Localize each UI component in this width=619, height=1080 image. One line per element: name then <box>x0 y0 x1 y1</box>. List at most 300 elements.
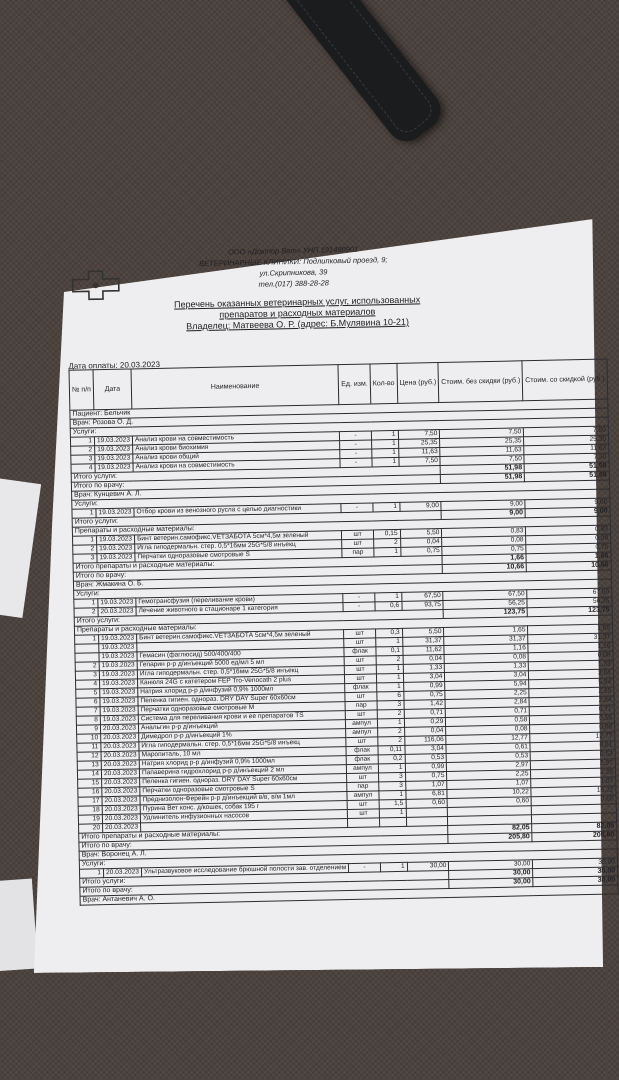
cell-unit: флак <box>346 746 378 756</box>
doctor-total-row-discount: 30,00 <box>533 876 618 887</box>
cell-discount: 7,50 <box>524 453 609 464</box>
cell-discount: 0,61 <box>530 741 615 752</box>
cell-qty: 1 <box>379 790 406 800</box>
services-total-row-cost: 30,00 <box>449 869 533 880</box>
doctor-total-row-label: Итого по врачу: <box>79 834 449 851</box>
cell-cost: 7,50 <box>440 428 524 439</box>
doctor-total-row-discount: 205,80 <box>532 831 617 842</box>
cell-name: Ультразвуковое исследование брюшной полости зав. отделением <box>141 864 348 877</box>
services-total-row-discount: 30,00 <box>533 867 618 878</box>
cell-cost: 1,33 <box>445 662 529 673</box>
cell-date: 19.03.2023 <box>98 598 136 608</box>
cell-cost: 11,63 <box>440 446 524 457</box>
cell-name: Маропиталь, 10 мл <box>139 747 346 760</box>
cell-name: Игла гиподермальн. стер. 0,5*16мм 25G*5/8 инъекц <box>139 738 346 751</box>
cell-unit: ампул <box>347 791 379 801</box>
cell-name: Система для переливания крови и ее препаратов TS <box>138 711 345 724</box>
col-date: Дата <box>93 369 132 410</box>
cell-name: Пурина Вет конс. д/кошек, собак 195 г <box>140 801 347 814</box>
cell-unit: ампул <box>346 719 378 729</box>
cell-price: 0,04 <box>400 538 442 548</box>
doctor-total-row-cost: 10,66 <box>443 563 527 574</box>
cell-name: Перчатки одноразовые смотровые S <box>135 549 342 562</box>
cell-price: 3,04 <box>405 744 447 754</box>
cell-unit: флак <box>344 647 376 657</box>
cell-discount: 0,60 <box>531 795 616 806</box>
cell-num: 4 <box>71 464 95 474</box>
col-num: № п/п <box>69 370 94 410</box>
cell-unit: шт <box>347 773 379 783</box>
cell-date: 20.03.2023 <box>101 733 139 743</box>
cell-date: 20.03.2023 <box>103 823 141 833</box>
cell-cost: 0,60 <box>447 797 531 808</box>
cell-price: 0,75 <box>400 547 442 557</box>
cell-num: 1 <box>74 599 98 609</box>
cell-num: 9 <box>76 725 100 735</box>
cell-unit: пар <box>347 782 379 792</box>
cell-num: 20 <box>79 824 103 834</box>
cell-date: 19.03.2023 <box>96 535 134 545</box>
cell-cost: 2,97 <box>447 761 531 772</box>
cell-num: 8 <box>76 716 100 726</box>
cell-cost: 3,04 <box>445 671 529 682</box>
services-total-row-label: Итого услуги: <box>72 511 442 528</box>
cell-name: Анализ крови биохимия <box>133 441 340 454</box>
cell-name: Гепарин р-р д/инъекций 5000 ед/мл 5 мл <box>137 657 344 670</box>
cell-cost: 7,50 <box>440 455 524 466</box>
cell-cost: 25,35 <box>440 437 524 448</box>
cell-num: 18 <box>78 806 102 816</box>
cell-cost: 0,53 <box>447 752 531 763</box>
doctor-total-row-discount: 51,98 <box>525 471 610 482</box>
cell-num: 1 <box>72 509 96 519</box>
doctor-total-row-label: Итого по врачу: <box>80 879 450 896</box>
cell-qty: 1 <box>375 592 402 602</box>
materials-total-row-discount: 1,66 <box>526 552 611 563</box>
cell-qty: 1 <box>371 439 398 449</box>
cell-cost: 0,83 <box>442 527 526 538</box>
cell-discount: 67,50 <box>527 588 612 599</box>
cell-qty: 6 <box>377 691 404 701</box>
cell-qty: 2 <box>373 538 400 548</box>
cell-discount: 10,22 <box>531 786 616 797</box>
cell-date: 19.03.2023 <box>99 634 137 644</box>
doctor-row-label: Врач: Жмакина О. Б. <box>73 570 611 590</box>
cell-price: 7,50 <box>398 430 440 440</box>
services-total-row-label: Итого услуги: <box>80 870 450 887</box>
cell-date: 20.03.2023 <box>103 868 141 878</box>
doctor-row-label: Врач: Кунцевич А. Л. <box>72 480 610 500</box>
cell-date: 19.03.2023 <box>95 463 133 473</box>
cell-date: 19.03.2023 <box>95 454 133 464</box>
cell-date: 20.03.2023 <box>101 751 139 761</box>
cell-price: 1,42 <box>404 699 446 709</box>
doctor-row-label: Врач: Воронец А. Л. <box>79 840 617 860</box>
cell-unit: ампул <box>347 764 379 774</box>
cell-name: Пеленка гигиен. однораз. DRY DAY Super 60х60см <box>138 693 345 706</box>
cell-cost: 0,71 <box>446 707 530 718</box>
document-title <box>137 294 458 334</box>
cell-num: 7 <box>76 707 100 717</box>
cell-name: Бинт ветерин.самофикс.VETЗАБОТА 5см*4,5м зеленый <box>137 630 344 643</box>
cell-num: 12 <box>77 752 101 762</box>
cell-price: 25,35 <box>398 439 440 449</box>
cell-date: 20.03.2023 <box>100 724 138 734</box>
materials-label-row-label: Препараты и расходные материалы: <box>72 516 610 536</box>
cell-num: 17 <box>78 797 102 807</box>
cell-cost: 2,84 <box>445 698 529 709</box>
cell-qty: 2 <box>377 709 404 719</box>
cell-discount: 0,58 <box>530 714 615 725</box>
cell-date: 20.03.2023 <box>101 769 139 779</box>
cell-cost: 0,75 <box>442 545 526 556</box>
cell-price: 31,37 <box>402 636 444 646</box>
cell-num: 1 <box>75 635 99 645</box>
cell-discount: 3,04 <box>529 669 614 680</box>
doctor-total-row-label: Итого по врачу: <box>71 475 441 492</box>
cell-num: 5 <box>76 689 100 699</box>
cell-price: 0,53 <box>405 753 447 763</box>
cell-price: 0,99 <box>405 762 447 772</box>
cell-qty: 0,11 <box>378 745 405 755</box>
cell-discount: 2,84 <box>529 696 614 707</box>
cell-cost: 0,58 <box>446 716 530 727</box>
cell-date: 20.03.2023 <box>98 607 136 617</box>
cell-unit: ампул <box>346 728 378 738</box>
col-cost: Стоим. без скидки (руб.) <box>438 361 523 403</box>
cell-num: 3 <box>75 671 99 681</box>
cell-date: 20.03.2023 <box>102 778 140 788</box>
materials-label-row-label: Препараты и расходные материалы: <box>74 615 612 635</box>
services-total-row-label: Итого услуги: <box>74 610 444 627</box>
doctor-total-row-label: Итого по врачу: <box>73 565 443 582</box>
cell-qty: 0,3 <box>375 628 402 638</box>
cell-name: Игла гиподермальн. стер. 0,5*16мм 25G*5/8 инъекц <box>135 540 342 553</box>
cell-qty: 1 <box>376 682 403 692</box>
col-discount: Стоим. со скидкой (руб.) <box>522 359 607 401</box>
cell-cost: 0,08 <box>442 536 526 547</box>
cell-date: 19.03.2023 <box>100 697 138 707</box>
services-total-row-discount: 123,75 <box>528 606 613 617</box>
payment-date: Дата оплаты: 20.03.2023 <box>68 359 161 371</box>
clinic-phone: тел.(017) 388-28-28 <box>258 278 329 289</box>
cell-price: 5,50 <box>402 628 444 638</box>
services-label-row-label: Услуги: <box>74 579 612 599</box>
cell-qty: 0,15 <box>373 529 400 539</box>
cell-unit: - <box>340 431 372 441</box>
doctor-total-row-cost: 205,80 <box>448 833 532 844</box>
cell-discount: 31,37 <box>528 633 613 644</box>
cell-name: Лечение животного в стационаре 1 категория <box>136 603 343 616</box>
cell-num: 16 <box>78 788 102 798</box>
cell-cost: 30,00 <box>449 860 533 871</box>
col-unit: Ед. изм. <box>338 364 370 405</box>
cell-date: 19.03.2023 <box>95 445 133 455</box>
cell-unit: шт <box>346 710 378 720</box>
cell-discount: 0,08 <box>528 651 613 662</box>
cell-date: 20.03.2023 <box>101 760 139 770</box>
col-qty: Кол-во <box>370 363 398 404</box>
cell-unit: шт <box>344 656 376 666</box>
doctor-row-label: Врач: Антаневич А. О. <box>80 885 618 905</box>
cell-name: Отбор крови из венозного русла с целью диагностики <box>134 504 341 517</box>
cell-name: Анальгин р-р д/инъекций <box>138 720 345 733</box>
cell-discount: 1,16 <box>528 642 613 653</box>
black-strap <box>255 0 448 149</box>
cell-price: 1,07 <box>405 780 447 790</box>
cell-qty: 1 <box>376 673 403 683</box>
materials-total-row-cost: 1,66 <box>442 554 526 565</box>
cell-qty: 2 <box>377 727 404 737</box>
clinic-logo-icon <box>68 267 129 304</box>
cell-price: 7,50 <box>399 457 441 467</box>
cell-num: 1 <box>70 437 94 447</box>
cell-price: 11,62 <box>402 645 444 655</box>
cell-unit: шт <box>344 638 376 648</box>
cell-qty: 0,2 <box>378 754 405 764</box>
cell-price: 3,04 <box>403 672 445 682</box>
clinic-line1: ООО «Доктор Вет» УНП 191490901 <box>227 244 359 257</box>
cell-date: 19.03.2023 <box>100 715 138 725</box>
cell-price: 11,63 <box>398 448 440 458</box>
cell-qty: 3 <box>377 700 404 710</box>
cell-name: Канюля 24G с катетером FEP Tro-Venocath 2 plus <box>138 675 345 688</box>
cell-num: 2 <box>74 608 98 618</box>
services-total-row-cost: 9,00 <box>441 509 525 520</box>
cell-num: 13 <box>77 761 101 771</box>
cell-name: Бинт ветерин.самофикс.VETЗАБОТА 5см*4,5м зеленый <box>134 531 341 544</box>
cell-num: 15 <box>78 779 102 789</box>
cell-num: 6 <box>76 698 100 708</box>
cell-discount: 0,83 <box>526 525 611 536</box>
cell-price: 0,60 <box>406 798 448 808</box>
cell-unit: шт <box>345 665 377 675</box>
cell-name: Анализ крови общий <box>133 450 340 463</box>
cell-name: Натрия хлорид р-р д/инфузий 0,9% 1000мл <box>139 756 346 769</box>
cell-date: 19.03.2023 <box>99 679 137 689</box>
cell-discount: 0,08 <box>530 723 615 734</box>
cell-qty: 1 <box>374 547 401 557</box>
cell-unit: шт <box>342 539 374 549</box>
cell-date: 19.03.2023 <box>100 688 138 698</box>
clinic-line3: ул.Скрипникова, 39 <box>259 267 328 278</box>
cell-unit: шт <box>345 692 377 702</box>
col-name: Наименование <box>131 365 339 409</box>
cell-price: 0,75 <box>403 690 445 700</box>
cell-unit: шт <box>344 629 376 639</box>
cell-num: 19 <box>78 815 102 825</box>
cell-name: Гемотрансфузия (переливание крови) <box>136 594 343 607</box>
cell-num: 2 <box>71 446 95 456</box>
cell-cost: 67,50 <box>443 590 527 601</box>
cell-cost: 9,00 <box>441 500 525 511</box>
cell-unit: - <box>349 863 381 873</box>
cell-num: 14 <box>77 770 101 780</box>
cell-unit: пар <box>345 701 377 711</box>
title-line2: препаратов и расходных материалов <box>219 306 376 320</box>
cell-qty: 3 <box>379 781 406 791</box>
cell-date: 20.03.2023 <box>102 805 140 815</box>
cell-price: 93,75 <box>402 601 444 611</box>
table-body <box>70 399 618 905</box>
cell-cost: 5,94 <box>445 680 529 691</box>
cell-unit: - <box>343 593 375 603</box>
cell-discount: 9,00 <box>525 498 610 509</box>
cell-num: 1 <box>79 869 103 879</box>
cell-date: 19.03.2023 <box>99 643 137 653</box>
services-total-row-label: Итого услуги: <box>71 466 441 483</box>
cell-name: Удлинитель инфузионных насосов <box>140 810 347 823</box>
cell-cost: 2,25 <box>445 689 529 700</box>
cell-unit: флак <box>345 683 377 693</box>
cell-price: 116,06 <box>404 735 446 745</box>
cell-date: 20.03.2023 <box>102 796 140 806</box>
cell-discount: 12,77 <box>530 732 615 743</box>
cell-price: 0,71 <box>404 708 446 718</box>
cell-date: 19.03.2023 <box>100 706 138 716</box>
paper-fragment-left <box>0 477 41 618</box>
cell-num: 3 <box>71 455 95 465</box>
cell-date: 19.03.2023 <box>97 544 135 554</box>
cell-discount: 2,25 <box>531 768 616 779</box>
cell-qty: 1 <box>378 763 405 773</box>
cell-unit: - <box>343 602 375 612</box>
cell-qty: 0,6 <box>375 601 402 611</box>
doctor-total-row-cost: 30,00 <box>449 878 533 889</box>
services-label-row-label: Услуги: <box>79 849 617 869</box>
cell-discount: 2,25 <box>529 687 614 698</box>
cell-name: Игла гиподермальн. стер. 0,5*16мм 25G*5/8 инъекц <box>137 666 344 679</box>
doctor-total-row-discount: 10,66 <box>527 561 612 572</box>
cell-unit: шт <box>345 674 377 684</box>
patient-label: Пациент: Бельчик <box>70 399 608 419</box>
cell-date: 19.03.2023 <box>99 652 137 662</box>
materials-total-row-label: Итого препараты и расходные материалы: <box>73 556 443 573</box>
cell-name: Анализ крови на совместимость <box>133 459 340 472</box>
cell-price: 0,04 <box>403 654 445 664</box>
cell-date: 20.03.2023 <box>101 742 139 752</box>
cell-cost: 0,08 <box>446 725 530 736</box>
cell-discount: 56,25 <box>527 597 612 608</box>
cell-discount: 1,33 <box>529 660 614 671</box>
cell-qty: 1 <box>380 862 407 872</box>
cell-price: 0,29 <box>404 717 446 727</box>
cell-name: Преднизолон-Ферейн р-р д/инъекций в/в, в/м 1мл <box>140 792 347 805</box>
cell-unit: - <box>340 458 372 468</box>
clinic-header <box>148 242 439 292</box>
cell-cost: 10,22 <box>447 788 531 799</box>
cell-price: 1,33 <box>403 663 445 673</box>
cell-cost: 1,16 <box>444 644 528 655</box>
cell-discount: 5,94 <box>529 678 614 689</box>
services-total-row-discount: 9,00 <box>525 507 610 518</box>
cell-cost: 1,07 <box>447 779 531 790</box>
cell-qty: 1 <box>379 808 406 818</box>
cell-name: Перчатки одноразовые смотровые S <box>140 783 347 796</box>
cell-qty: 2 <box>376 655 403 665</box>
doctor-total-row-cost: 51,98 <box>441 473 525 484</box>
materials-total-row-discount: 82,05 <box>532 822 617 833</box>
cell-price: 30,00 <box>407 861 449 871</box>
cell-name: Натрия хлорид р-р д/инфузий 0,9% 1000мл <box>138 684 345 697</box>
services-total-row-cost: 51,98 <box>441 464 525 475</box>
cell-unit: шт <box>348 809 380 819</box>
title-line1: Перечень оказанных ветеринарных услуг, использованных <box>174 294 421 310</box>
cell-date: 19.03.2023 <box>97 553 135 563</box>
services-label-row-label: Услуги: <box>72 489 610 509</box>
cell-price: 9,00 <box>399 502 441 512</box>
cell-discount: 1,65 <box>528 624 613 635</box>
cell-price: 5,50 <box>400 529 442 539</box>
cell-name: Анализ крови на совместимость <box>132 432 339 445</box>
cell-qty: 1 <box>377 718 404 728</box>
cell-price: 0,75 <box>405 771 447 781</box>
cell-name: Пеленка гигиен. однораз. DRY DAY Super 60х60см <box>140 774 347 787</box>
cell-name: Папаверина гидрохлорид р-р д/инъекций 2 мл <box>139 765 346 778</box>
cell-discount: 0,75 <box>526 543 611 554</box>
cell-unit: - <box>341 503 373 513</box>
services-total-row-cost: 123,75 <box>444 608 528 619</box>
services-label-row-label: Услуги: <box>70 417 608 437</box>
cell-discount: 2,97 <box>531 759 616 770</box>
cell-unit: флак <box>346 755 378 765</box>
cell-cost: 1,65 <box>444 626 528 637</box>
clinic-line2: ВЕТЕРИНАРНЫЕ КЛИНИКИ: Подлипковый проезд, 9; <box>199 255 388 269</box>
cell-price: 0,99 <box>403 681 445 691</box>
paper-fragment-left-lower <box>0 879 38 972</box>
cell-qty: 0,1 <box>376 646 403 656</box>
materials-total-row-cost: 82,05 <box>448 824 532 835</box>
cell-cost: 0,08 <box>444 653 528 664</box>
cell-qty: 1 <box>376 637 403 647</box>
cell-cost: 31,37 <box>444 635 528 646</box>
services-table <box>69 359 619 906</box>
cell-num: 4 <box>76 680 100 690</box>
cell-date: 19.03.2023 <box>96 508 134 518</box>
cell-discount: 0,71 <box>530 705 615 716</box>
cell-date: 19.03.2023 <box>99 670 137 680</box>
doctor-row-label: Врач: Розова О. Д. <box>70 408 608 428</box>
cell-discount: 0,08 <box>526 534 611 545</box>
cell-discount: 11,63 <box>524 444 609 455</box>
cell-discount: 30,00 <box>533 858 618 869</box>
cell-qty: 2 <box>378 736 405 746</box>
cell-unit: шт <box>347 800 379 810</box>
cell-date: 19.03.2023 <box>99 661 137 671</box>
cell-unit: шт <box>346 737 378 747</box>
cell-qty: 1 <box>372 457 399 467</box>
cell-unit: - <box>340 440 372 450</box>
cell-name: Перчатки одноразовые смотровые M <box>138 702 345 715</box>
cell-unit: пар <box>342 548 374 558</box>
cell-unit: - <box>340 449 372 459</box>
cell-date: 20.03.2023 <box>102 814 140 824</box>
cell-cost: 0,61 <box>446 743 530 754</box>
title-owner: Владелец: Матвеева О. Р. (адрес: Б.Мулявина 10-21) <box>186 316 410 332</box>
cell-qty: 1 <box>376 664 403 674</box>
cell-qty: 1 <box>372 448 399 458</box>
cell-price: 6,81 <box>406 789 448 799</box>
cell-discount: 1,07 <box>531 777 616 788</box>
cell-price: 0,04 <box>404 726 446 736</box>
cell-qty: 1,5 <box>379 799 406 809</box>
cell-name: Гемасин (фаглюсид) 500/400/400 <box>137 648 344 661</box>
cell-discount: 25,35 <box>524 435 609 446</box>
cell-cost: 2,25 <box>447 770 531 781</box>
cell-unit: шт <box>342 530 374 540</box>
cell-num: 1 <box>72 536 96 546</box>
cell-num: 10 <box>77 734 101 744</box>
